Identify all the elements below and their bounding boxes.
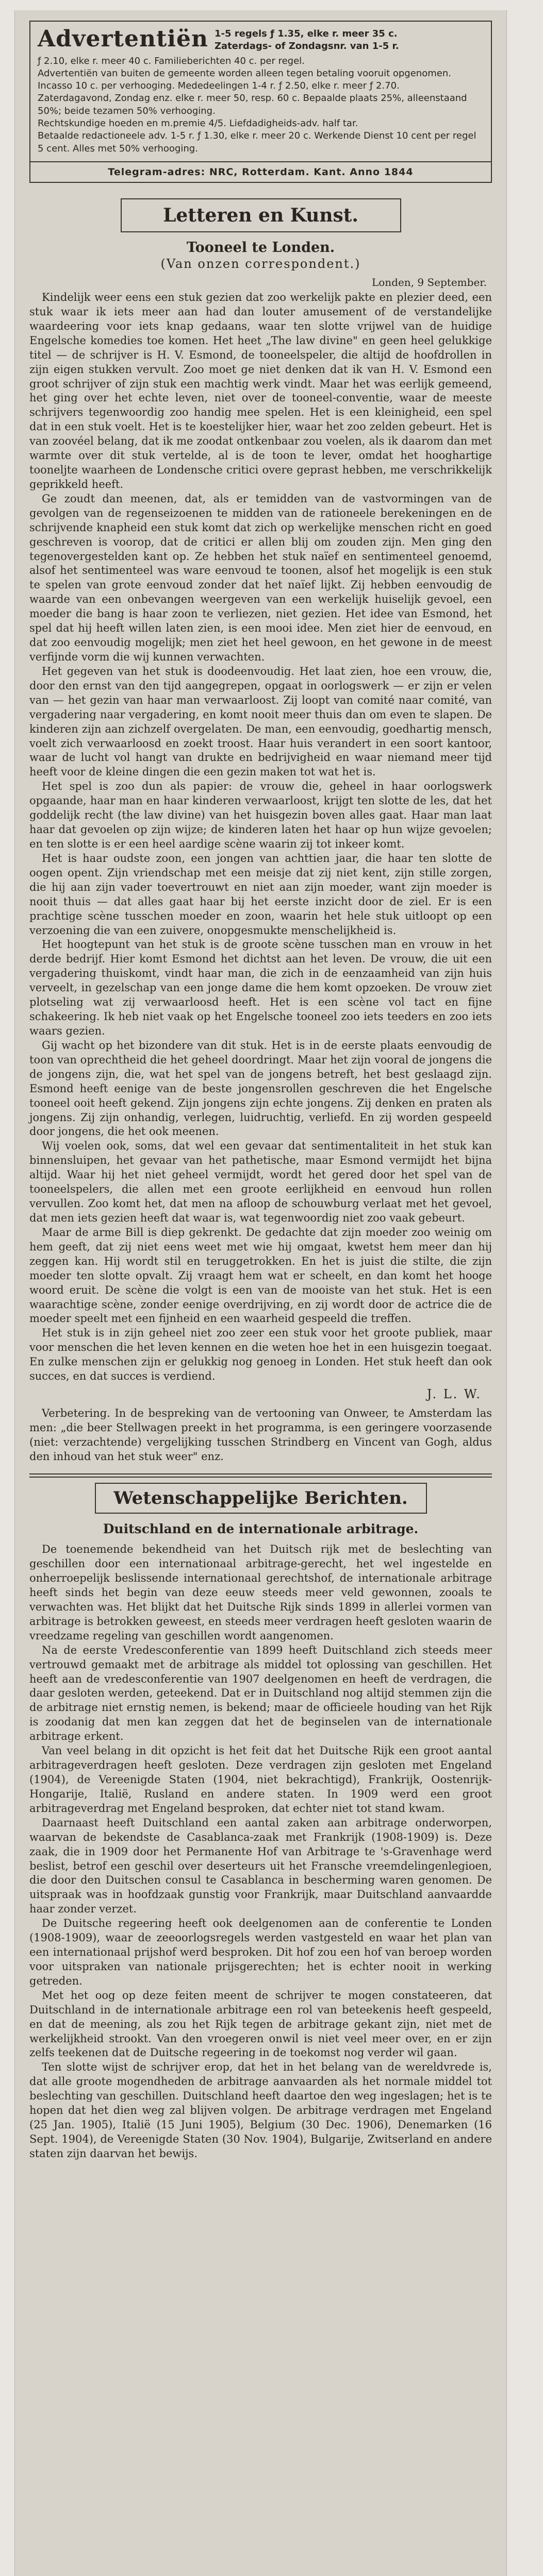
article-paragraph: Maar de arme Bill is diep gekrenkt. De gedachte dat zijn moeder zoo weinig om hem geeft, dat zij niet eens weet met wie hij omgaat, kwetst hem meer dan hij zeggen kan. Hij wordt stil en teruggetrokken. En het is juist die stilte, die zijn moeder ten slotte opvalt. Zij vraagt hem wat er scheelt, en dan komt het hooge woord eruit. De scène die volgt is een van de mooiste van het stuk. Het is een waarachtige scène, zonder eenige overdrijving, en zij wordt door de actrice die de moeder speelt met een fijnheid en een waarheid gespeeld die treffen. — [29, 1226, 492, 1325]
advertisement-line: Advertentiën van buiten de gemeente worden alleen tegen betaling vooruit opgenomen. — [38, 67, 451, 79]
advertisement-line: Incasso 10 c. per verhooging. Mededeelingen 1-4 r. ƒ 2.50, elke r. meer ƒ 2.70. — [38, 80, 400, 92]
article-paragraph: Het stuk is in zijn geheel niet zoo zeer een stuk voor het groote publiek, maar voor menschen die het leven kennen en die weten hoe het in een huisgezin toegaat. En zulke menschen zijn er gelukkig nog genoeg in Londen. Het stuk heeft dan ook succes, en dat succes is verdiend. — [29, 1327, 492, 1383]
advertisement-box — [29, 21, 492, 162]
advertisement-line: ƒ 2.10, elke r. meer 40 c. Familieberichten 40 c. per regel. — [38, 55, 305, 66]
telegram-address-bar: Telegram-adres: NRC, Rotterdam. Kant. Anno 1844 — [29, 162, 492, 183]
article-paragraph: Het is haar oudste zoon, een jongen van achttien jaar, die haar ten slotte de oogen opent. Zijn vriendschap met een meisje dat zij niet kent, zijn stille zorgen, die hij aan zijn vader toevertrouwt en niet aan zijn moeder, want zijn moeder is nooit thuis — dat alles gaat haar bij het eerste inzicht door de ziel. Er is een prachtige scène tusschen moeder en zoon, waarin het hele stuk uitloopt op een verzoening die van een zuivere, onopgesmukte menschelijkheid is. — [29, 852, 492, 937]
article-paragraph: Het hoogtepunt van het stuk is de groote scène tusschen man en vrouw in het derde bedrijf. Hier komt Esmond het dichtst aan het leven. De vrouw, die uit een vergadering thuiskomt, vindt haar man, die zich in de eenzaamheid van zijn huis verveelt, in gezelschap van een jonge dame die hem komt opzoeken. De vrouw ziet plotseling wat zij verwaarloosd heeft. Het is een scène vol tact en fijne schakeering. Ik heb niet vaak op het Engelsche tooneel zoo iets teeders en zoo iets waars gezien. — [29, 938, 492, 1037]
advertisement-line: Rechtskundige hoeden en m.premie 4/5. Liefdadigheids-adv. half tar. — [38, 118, 358, 129]
section-header-wetenschap: Wetenschappelijke Berichten. — [95, 1483, 427, 1514]
article-paragraph: Kindelijk weer eens een stuk gezien dat zoo werkelijk pakte en plezier deed, een stuk waar ik iets meer aan had dan louter amusement of de verstandelijke waardeering voor iets knap gedaans, waar ten slotte vrijwel van de huidige Engelsche komedies toe komen. Het heet „The law divine" en geen heel gelukkige titel — de schrijver is H. V. Esmond, de tooneelspeler, die altijd de hoofdrollen in zijn eigen stukken vervult. Zoo moet ge niet denken dat ik van H. V. Esmond een groot schrijver of zijn stuk een machtig werk vindt. Maar het was eerlijk gemeend, het ging over het echte leven, niet over de tooneel-conventie, waar de meeste schrijvers tegenwoordig zoo handig mee spelen. Het is een kleinigheid, een spel dat in een stuk voelt. Het is te koestelijker hier, waar het zoo zelden gebeurt. Het is van zoovéel belang, dat ik me zoodat ontkenbaar zou voelen, als ik daarom dan met warmte over dit stuk vertelde, al is de toon te lever, omdat het hooghartige tooneljte waarheen de Londensche critici overe geprast hebben, me verschrikkelijk geprikkeld heeft. — [29, 291, 492, 490]
article-paragraph: Ge zoudt dan meenen, dat, als er temidden van de vastvormingen van de gevolgen van de regenseizoenen te midden van de rationeele berekeningen en de schrijvende knapheid een stuk komt dat zich op werkelijke menschen richt en goed geschreven is voorop, dat de critici er allen blij om zouden zijn. Men ging den tegenovergestelden kant op. Ze hebben het stuk naïef en sentimenteel genoemd, alsof het sentimenteel was ware eenvoud te toonen, alsof het mogelijk is een stuk te spelen van grote eenvoud zonder dat het naïef lijkt. Zij hebben eenvoudig de waarde van een onbevangen weergeven van een werkelijk huiselijk gevoel, een moeder die bang is haar zoon te verliezen, niet gezien. Het idee van Esmond, het spel dat hij heeft willen laten zien, is een mooi idee. Men ziet hier de eenvoud, en dat zoo eenvoudig mogelijk; men ziet het heel gewoon, en het gewone in de meest verfijnde vorm die wij kunnen verwachten. — [29, 492, 492, 664]
article2-paragraph: De Duitsche regeering heeft ook deelgenomen aan de conferentie te Londen (1908-1909), waar de zeeoorlogsregels werden vastgesteld en waar het plan van een internationaal prijshof werd besproken. Dit hof zou een hof van beroep worden voor uitspraken van nationale prijsgerechten; het is echter nooit in werking getreden. — [29, 1917, 492, 1987]
article2-paragraph: Na de eerste Vredesconferentie van 1899 heeft Duitschland zich steeds meer vertrouwd gemaakt met de arbitrage als middel tot oplossing van geschillen. Het heeft aan de vredesconferentie van 1907 deelgenomen en heeft de verdragen, die daar gesloten werden, geteekend. Dat er in Duitschland nog altijd stemmen zijn die de arbitrage niet ernstig nemen, is bekend; maar de officieele houding van het Rijk is zoodanig dat men kan zeggen dat het de beginselen van de internationale arbitrage erkent. — [29, 1643, 492, 1743]
advertisement-rates — [215, 28, 399, 53]
article-body — [29, 291, 492, 1384]
advertisement-line: Betaalde redactioneele adv. 1-5 r. ƒ 1.30, elke r. meer 20 c. Werkende Dienst 10 cent per regel 5 cent. Alles met 50% verhooging. — [38, 130, 476, 154]
advertisement-title: Advertentiën — [38, 26, 208, 52]
article-paragraph: Gij wacht op het bizondere van dit stuk. Het is in de eerste plaats eenvoudig de toon van oprechtheid die het geheel doordringt. Maar het zijn vooral de jongens die de jongens zijn, die, wat het spel van de jongens betreft, het best geslaagd zijn. Esmond heeft eenige van de beste jongensrollen geschreven die het Engelsche tooneel ooit heeft gekend. Zijn jongens zijn echte jongens. Zij denken en praten als jongens. Zij zijn onhandig, verlegen, luidruchtig, verliefd. En zij worden gespeeld door jongens, die het ook meenen. — [29, 1039, 492, 1138]
article2-title: Duitschland en de internationale arbitrage. — [103, 1521, 419, 1536]
article2-paragraph: Ten slotte wijst de schrijver erop, dat het in het belang van de wereldvrede is, dat alle groote mogendheden de arbitrage aanvaarden als het normale middel tot beslechting van geschillen. Duitschland heeft daartoe den weg ingeslagen; het is te hopen dat het dien weg zal blijven volgen. De arbitrage verdragen met Engeland (25 Jan. 1905), Italië (15 Juni 1905), Belgium (30 Dec. 1906), Denemarken (16 Sept. 1904), de Vereenigde Staten (30 Nov. 1904), Bulgarije, Zwitserland en andere staten zijn daarvan het bewijs. — [29, 2061, 492, 2160]
advertisement-body — [38, 55, 484, 155]
advertisement-head — [38, 28, 484, 53]
article2-paragraph: Van veel belang in dit opzicht is het feit dat het Duitsche Rijk een groot aantal arbitrageverdragen heeft gesloten. Deze verdragen zijn gesloten met Engeland (1904), de Vereenigde Staten (1904, niet bekrachtigd), Frankrijk, Oostenrijk-Hongarije, Italië, Rusland en andere staten. In 1909 werd een groot arbitrageverdrag met Engeland besproken, dat echter niet tot stand kwam. — [29, 1744, 492, 1815]
article-paragraph: Het spel is zoo dun als papier: de vrouw die, geheel in haar oorlogswerk opgaande, haar man en haar kinderen verwaarloost, krijgt ten slotte de les, dat het goddelijk recht (the law divine) van het huisgezin boven alles gaat. Haar man laat haar dat gevoelen op zijn wijze; de kinderen laten het haar op hun wijze gevoelen; en ten slotte is er een heel aardige scène waarin zij tot inkeer komt. — [29, 780, 492, 850]
article2-body — [29, 1543, 492, 2161]
article-title: Tooneel te Londen. — [186, 239, 335, 256]
article-paragraph: Het gegeven van het stuk is doodeenvoudig. Het laat zien, hoe een vrouw, die, door den ernst van den tijd aangegrepen, opgaat in oorlogswerk — er zijn er velen van — het gezin van haar man verwaarloost. Zij loopt van comité naar comité, van vergadering naar vergadering, en komt nooit meer thuis dan om even te slapen. De kinderen zijn aan zichzelf overgelaten. De man, een eenvoudig, goedhartig mensch, voelt zich verwaarloosd en zoekt troost. Haar huis verandert in een soort kantoor, waar de lucht vol hangt van drukte en bedrijvigheid en waar niemand meer tijd heeft voor de kleine dingen die een gezin maken tot wat het is. — [29, 665, 492, 778]
section-header-letteren: Letteren en Kunst. — [121, 198, 401, 232]
article2-paragraph: Met het oog op deze feiten meent de schrijver te mogen constateeren, dat Duitschland in de internationale arbitrage een rol van beteekenis heeft gespeeld, en dat de meening, als zou het Rijk tegen de arbitrage gekant zijn, niet met de werkelijkheid strookt. Van den vroegeren onwil is niet veel meer over, en er zijn zelfs teekenen dat de Duitsche regeering in de toekomst nog verder wil gaan. — [29, 1989, 492, 2059]
article2-paragraph: De toenemende bekendheid van het Duitsch rijk met de beslechting van geschillen door een internationaal arbitrage-gerecht, het wel ingestelde en onherroepelijk beslissende internationaal gerechtshof, de internationale arbitrage heeft sinds het begin van deze eeuw steeds meer veld gewonnen, zooals te verwachten was. Het blijkt dat het Duitsche Rijk sinds 1899 in allerlei vormen van arbitrage is betrokken geweest, en steeds meer verdragen heeft gesloten waarin de vreedzame regeling van geschillen wordt aangenomen. — [29, 1543, 492, 1642]
article-signature: J. L. W. — [426, 1387, 482, 1402]
newspaper-clipping — [14, 10, 507, 2576]
article-dateline: Londen, 9 September. — [371, 276, 487, 289]
section-divider — [29, 1473, 492, 1478]
advertisement-rates-line2: Zaterdags- of Zondagsnr. van 1-5 r. — [214, 41, 399, 52]
article-subtitle: (Van onzen correspondent.) — [160, 256, 361, 271]
article-paragraph: Wij voelen ook, soms, dat wel een gevaar dat sentimentaliteit in het stuk kan binnensluipen, het gevaar van het pathetische, maar Esmond vermijdt het bijna altijd. Waar hij het niet geheel vermijdt, wordt het gered door het spel van de tooneelspelers, die allen met een groote eerlijkheid en eenvoud hun rollen vervullen. Zoo komt het, dat men na afloop de schouwburg verlaat met het gevoel, dat men iets gezien heeft dat waar is, wat tegenwoordig niet zoo vaak gebeurt. — [29, 1140, 492, 1224]
article2-paragraph: Daarnaast heeft Duitschland een aantal zaken aan arbitrage onderworpen, waarvan de bekendste de Casablanca-zaak met Frankrijk (1908-1909) is. Deze zaak, die in 1909 door het Permanente Hof van Arbitrage te 's-Gravenhage werd beslist, betrof een geschil over deserteurs uit het Fransche vreemdelingenlegioen, die door den Duitschen consul te Casablanca in bescherming waren genomen. De uitspraak was in hoofdzaak gunstig voor Frankrijk, maar Duitschland aanvaardde haar zonder verzet. — [29, 1816, 492, 1916]
advertisement-rates-line1: 1-5 regels ƒ 1.35, elke r. meer 35 c. — [214, 28, 398, 39]
advertisement-line: Zaterdagavond, Zondag enz. elke r. meer 50, resp. 60 c. Bepaalde plaats 25%, alleenstaand 50%; beide tezamen 50% verhooging. — [38, 93, 467, 116]
correction-note: Verbetering. In de bespreking van de vertooning van Onweer, te Amsterdam las men: „die beer Stellwagen preekt in het programma, is een geringere voorzasende (niet: verzachtende) vergelijking tusschen Strindberg en Vincent van Gogh, aldus den inhoud van het stuk weer" enz. — [29, 1407, 492, 1463]
